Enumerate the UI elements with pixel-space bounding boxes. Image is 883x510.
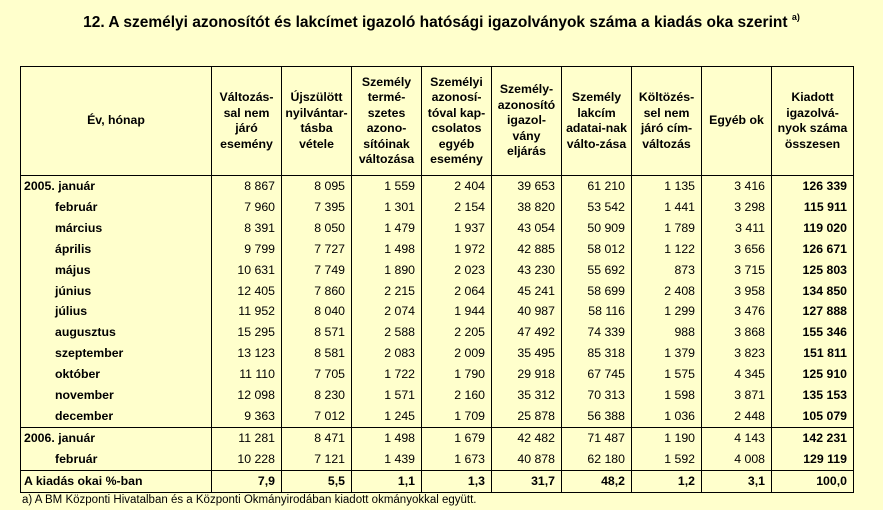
value-cell: 53 542 [562, 197, 632, 218]
table-row [21, 343, 854, 364]
value-cell: 47 492 [492, 322, 562, 343]
value-cell: 873 [632, 260, 702, 281]
value-cell: 9 363 [212, 406, 282, 427]
value-cell: 62 180 [562, 449, 632, 470]
value-cell: 1 301 [352, 197, 422, 218]
value-cell: 3 298 [702, 197, 772, 218]
value-cell: 10 631 [212, 260, 282, 281]
row-label: április [21, 239, 212, 260]
value-cell: 2 215 [352, 281, 422, 302]
value-cell: 31,7 [492, 470, 562, 492]
row-label: október [21, 364, 212, 385]
value-cell: 1 944 [422, 301, 492, 322]
page-title: 12. A személyi azonosítót és lakcímet igazoló hatósági igazolványok száma a kiadás oka szerint $^{a)}$ [83, 12, 800, 31]
table-row [21, 176, 854, 197]
value-cell: 12 405 [212, 281, 282, 302]
value-cell: 7 121 [282, 449, 352, 470]
value-cell: 3,1 [702, 470, 772, 492]
value-cell: 3 416 [702, 176, 772, 197]
footnote: a) A BM Központi Hivatalban és a Központi Okmányirodában kiadott okmányokkal együtt. [22, 494, 477, 506]
value-cell: 11 281 [212, 427, 282, 448]
column-header: Újszülött nyilvántar-tásba vétele [282, 67, 352, 176]
value-cell: 7 705 [282, 364, 352, 385]
total-cell: 115 911 [772, 197, 854, 218]
value-cell: 40 878 [492, 449, 562, 470]
value-cell: 9 799 [212, 239, 282, 260]
value-cell: 1 972 [422, 239, 492, 260]
value-cell: 10 228 [212, 449, 282, 470]
value-cell: 2 074 [352, 301, 422, 322]
table-row [21, 385, 854, 406]
value-cell: 1 679 [422, 427, 492, 448]
value-cell: 8 471 [282, 427, 352, 448]
value-cell: 1 479 [352, 218, 422, 239]
value-cell: 1,2 [632, 470, 702, 492]
column-header: Személyi azonosí-tóval kap-csolatos egyéb esemény [422, 67, 492, 176]
column-header: Kiadott igazolvá-nyok száma összesen [772, 67, 854, 176]
row-label: március [21, 218, 212, 239]
value-cell: 58 699 [562, 281, 632, 302]
value-cell: 29 918 [492, 364, 562, 385]
total-cell: 129 119 [772, 449, 854, 470]
value-cell: 2 404 [422, 176, 492, 197]
row-label: február [21, 449, 212, 470]
total-cell: 142 231 [772, 427, 854, 448]
total-cell: 126 339 [772, 176, 854, 197]
column-header: Változás-sal nem járó esemény [212, 67, 282, 176]
table-row [21, 281, 854, 302]
value-cell: 3 868 [702, 322, 772, 343]
value-cell: 50 909 [562, 218, 632, 239]
table-row [21, 301, 854, 322]
table-body [21, 176, 854, 493]
value-cell: 58 116 [562, 301, 632, 322]
row-label: november [21, 385, 212, 406]
value-cell: 988 [632, 322, 702, 343]
value-cell: 4 345 [702, 364, 772, 385]
table-row [21, 364, 854, 385]
column-header: Költözés-sel nem járó cím-változás [632, 67, 702, 176]
value-cell: 1 439 [352, 449, 422, 470]
value-cell: 45 241 [492, 281, 562, 302]
value-cell: 7 727 [282, 239, 352, 260]
value-cell: 7,9 [212, 470, 282, 492]
table-row [21, 449, 854, 470]
value-cell: 3 476 [702, 301, 772, 322]
total-cell: 119 020 [772, 218, 854, 239]
value-cell: 1 709 [422, 406, 492, 427]
total-cell: 126 671 [772, 239, 854, 260]
value-cell: 67 745 [562, 364, 632, 385]
total-cell: 100,0 [772, 470, 854, 492]
value-cell: 61 210 [562, 176, 632, 197]
value-cell: 1 299 [632, 301, 702, 322]
value-cell: 1,1 [352, 470, 422, 492]
value-cell: 56 388 [562, 406, 632, 427]
value-cell: 42 885 [492, 239, 562, 260]
value-cell: 1 036 [632, 406, 702, 427]
row-label: május [21, 260, 212, 281]
value-cell: 3 715 [702, 260, 772, 281]
value-cell: 13 123 [212, 343, 282, 364]
value-cell: 3 823 [702, 343, 772, 364]
row-label: július [21, 301, 212, 322]
value-cell: 70 313 [562, 385, 632, 406]
table-row [21, 218, 854, 239]
value-cell: 1,3 [422, 470, 492, 492]
value-cell: 1 890 [352, 260, 422, 281]
row-label: 2006. január [21, 427, 212, 448]
value-cell: 2 064 [422, 281, 492, 302]
value-cell: 43 230 [492, 260, 562, 281]
value-cell: 1 559 [352, 176, 422, 197]
row-label: szeptember [21, 343, 212, 364]
value-cell: 1 789 [632, 218, 702, 239]
column-header: Személy lakcím adatai-nak válto-zása [562, 67, 632, 176]
total-cell: 135 153 [772, 385, 854, 406]
column-header: Év, hónap [21, 67, 212, 176]
value-cell: 3 871 [702, 385, 772, 406]
value-cell: 1 592 [632, 449, 702, 470]
value-cell: 8 581 [282, 343, 352, 364]
total-cell: 134 850 [772, 281, 854, 302]
total-cell: 125 803 [772, 260, 854, 281]
column-header: Személy termé-szetes azono-sítóinak változása [352, 67, 422, 176]
value-cell: 1 441 [632, 197, 702, 218]
table-row [21, 427, 854, 448]
value-cell: 35 495 [492, 343, 562, 364]
value-cell: 1 937 [422, 218, 492, 239]
value-cell: 1 379 [632, 343, 702, 364]
value-cell: 55 692 [562, 260, 632, 281]
value-cell: 8 050 [282, 218, 352, 239]
value-cell: 15 295 [212, 322, 282, 343]
value-cell: 2 083 [352, 343, 422, 364]
value-cell: 8 040 [282, 301, 352, 322]
total-cell: 151 811 [772, 343, 854, 364]
value-cell: 2 408 [632, 281, 702, 302]
value-cell: 48,2 [562, 470, 632, 492]
value-cell: 11 952 [212, 301, 282, 322]
value-cell: 42 482 [492, 427, 562, 448]
value-cell: 8 230 [282, 385, 352, 406]
statistics-table [20, 66, 854, 493]
value-cell: 1 135 [632, 176, 702, 197]
value-cell: 2 160 [422, 385, 492, 406]
value-cell: 7 749 [282, 260, 352, 281]
value-cell: 2 154 [422, 197, 492, 218]
value-cell: 1 575 [632, 364, 702, 385]
value-cell: 1 598 [632, 385, 702, 406]
value-cell: 71 487 [562, 427, 632, 448]
total-cell: 155 346 [772, 322, 854, 343]
value-cell: 1 122 [632, 239, 702, 260]
value-cell: 4 008 [702, 449, 772, 470]
row-label: december [21, 406, 212, 427]
total-cell: 125 910 [772, 364, 854, 385]
value-cell: 1 245 [352, 406, 422, 427]
value-cell: 5,5 [282, 470, 352, 492]
total-cell: 127 888 [772, 301, 854, 322]
column-header: Egyéb ok [702, 67, 772, 176]
row-label: február [21, 197, 212, 218]
value-cell: 7 960 [212, 197, 282, 218]
value-cell: 2 448 [702, 406, 772, 427]
value-cell: 7 395 [282, 197, 352, 218]
value-cell: 1 673 [422, 449, 492, 470]
value-cell: 43 054 [492, 218, 562, 239]
value-cell: 2 009 [422, 343, 492, 364]
value-cell: 35 312 [492, 385, 562, 406]
value-cell: 74 339 [562, 322, 632, 343]
summary-row [21, 470, 854, 492]
value-cell: 85 318 [562, 343, 632, 364]
value-cell: 3 958 [702, 281, 772, 302]
value-cell: 12 098 [212, 385, 282, 406]
value-cell: 8 867 [212, 176, 282, 197]
row-label: június [21, 281, 212, 302]
value-cell: 11 110 [212, 364, 282, 385]
value-cell: 1 722 [352, 364, 422, 385]
header-row [21, 67, 854, 176]
value-cell: 7 012 [282, 406, 352, 427]
value-cell: 8 391 [212, 218, 282, 239]
column-header: Személy-azonosító igazol-vány eljárás [492, 67, 562, 176]
value-cell: 58 012 [562, 239, 632, 260]
value-cell: 1 790 [422, 364, 492, 385]
table-row [21, 406, 854, 427]
value-cell: 3 411 [702, 218, 772, 239]
value-cell: 1 571 [352, 385, 422, 406]
value-cell: 38 820 [492, 197, 562, 218]
value-cell: 1 498 [352, 239, 422, 260]
row-label: 2005. január [21, 176, 212, 197]
value-cell: 2 023 [422, 260, 492, 281]
row-label: A kiadás okai %-ban [21, 470, 212, 492]
value-cell: 8 571 [282, 322, 352, 343]
value-cell: 8 095 [282, 176, 352, 197]
value-cell: 1 190 [632, 427, 702, 448]
total-cell: 105 079 [772, 406, 854, 427]
title-footnote-marker: a) [791, 12, 800, 22]
value-cell: 4 143 [702, 427, 772, 448]
value-cell: 2 205 [422, 322, 492, 343]
table-row [21, 260, 854, 281]
value-cell: 2 588 [352, 322, 422, 343]
table-row [21, 239, 854, 260]
value-cell: 40 987 [492, 301, 562, 322]
value-cell: 39 653 [492, 176, 562, 197]
value-cell: 3 656 [702, 239, 772, 260]
row-label: augusztus [21, 322, 212, 343]
value-cell: 1 498 [352, 427, 422, 448]
value-cell: 7 860 [282, 281, 352, 302]
table-row [21, 197, 854, 218]
table-row [21, 322, 854, 343]
value-cell: 25 878 [492, 406, 562, 427]
